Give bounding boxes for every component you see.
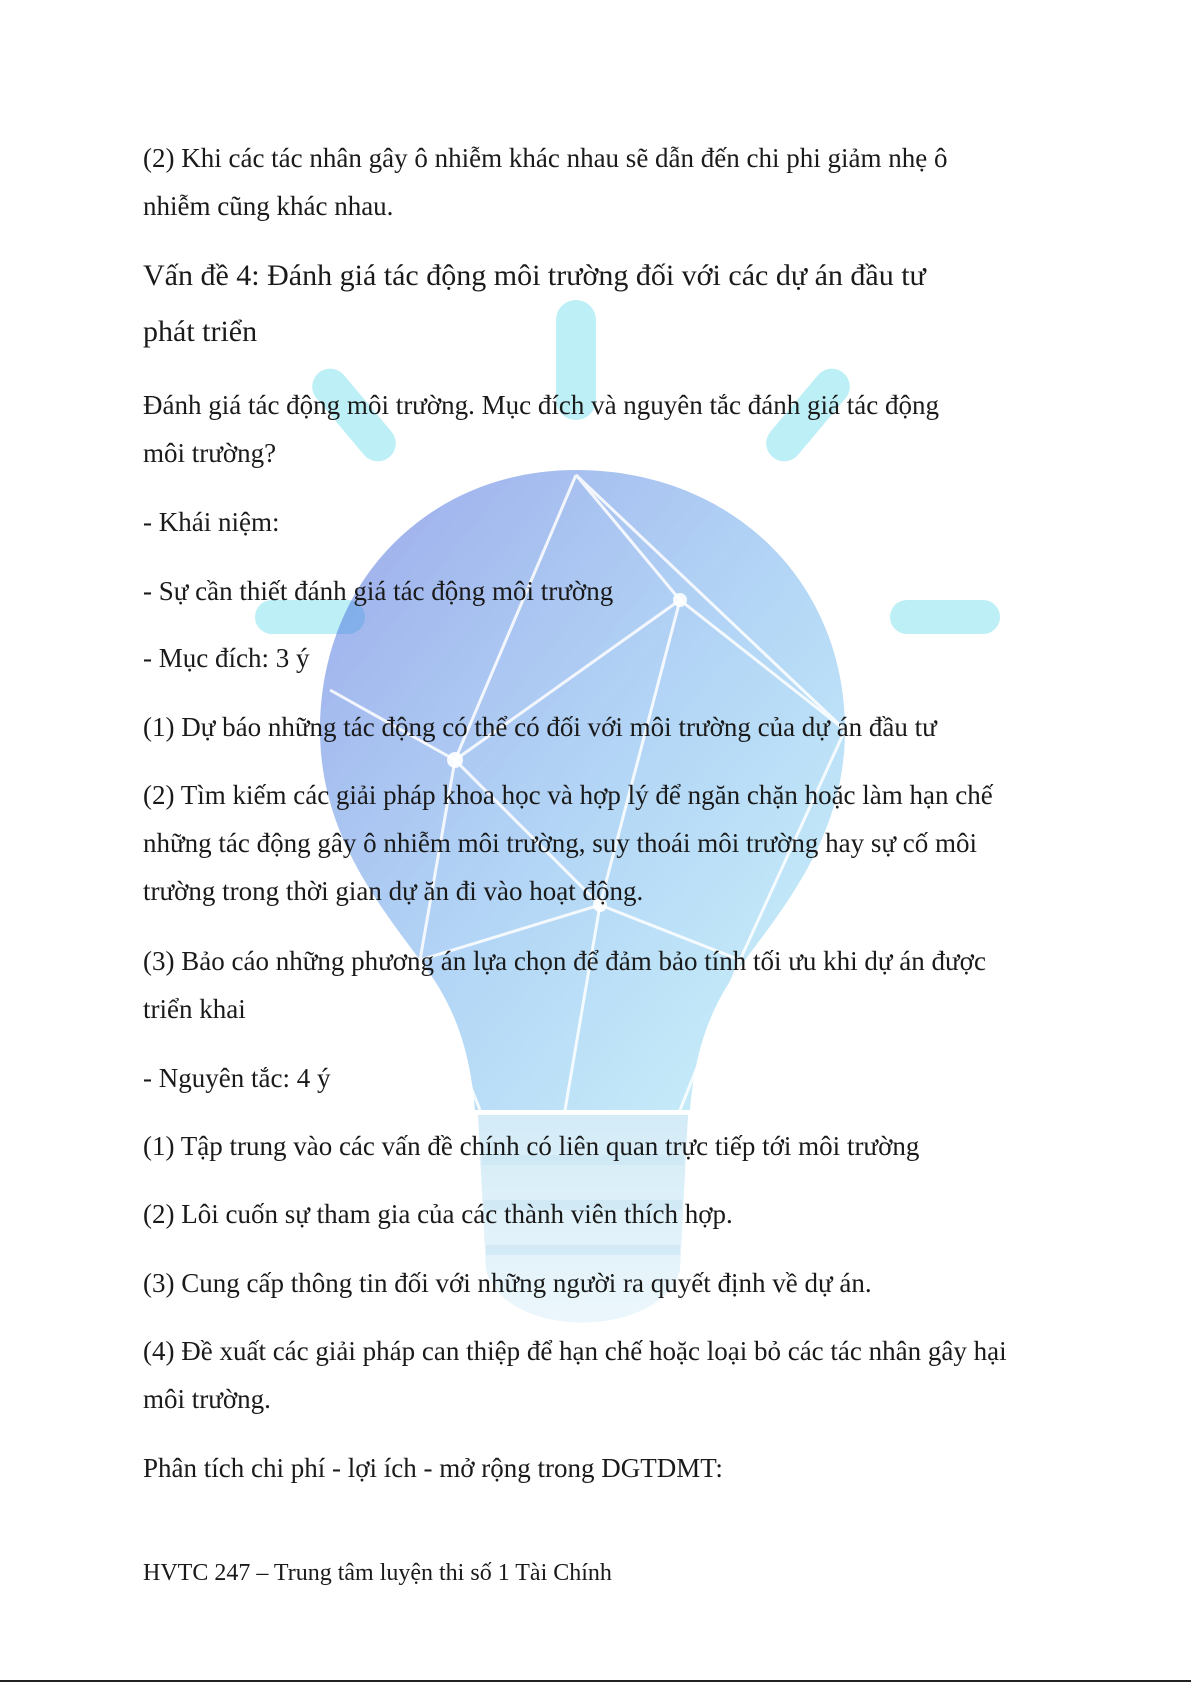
list-item: (4) Đề xuất các giải pháp can thiệp để hạn chế hoặc loại bỏ các tác nhân gây hại [143, 1336, 1007, 1366]
list-item: (1) Dự báo những tác động có thể có đối với môi trường của dự án đầu tư [143, 712, 937, 742]
list-item: - Khái niệm: [143, 507, 280, 537]
paragraph-line: Phân tích chi phí - lợi ích - mở rộng trong DGTDMT: [143, 1453, 723, 1483]
page-footer: HVTC 247 – Trung tâm luyện thi số 1 Tài Chính [143, 1560, 612, 1586]
list-item: (1) Tập trung vào các vấn đề chính có liên quan trực tiếp tới môi trường [143, 1131, 920, 1161]
list-item: - Sự cần thiết đánh giá tác động môi trường [143, 576, 614, 606]
list-item: (2) Tìm kiếm các giải pháp khoa học và hợp lý để ngăn chặn hoặc làm hạn chế [143, 780, 993, 810]
section-heading: Vấn đề 4: Đánh giá tác động môi trường đối với các dự án đầu tư [143, 259, 926, 292]
section-heading-continued: phát triển [143, 315, 258, 348]
list-item: - Nguyên tắc: 4 ý [143, 1063, 331, 1093]
list-item: (3) Cung cấp thông tin đối với những người ra quyết định về dự án. [143, 1268, 872, 1298]
bottom-divider [0, 1680, 1191, 1682]
paragraph-line: những tác động gây ô nhiễm môi trường, suy thoái môi trường hay sự cố môi [143, 828, 977, 858]
paragraph-line: trường trong thời gian dự ăn đi vào hoạt động. [143, 876, 644, 906]
paragraph-line: (2) Khi các tác nhân gây ô nhiễm khác nhau sẽ dẫn đến chi phi giảm nhẹ ô [143, 143, 948, 173]
paragraph-line: nhiễm cũng khác nhau. [143, 191, 394, 221]
paragraph-line: Đánh giá tác động môi trường. Mục đích và nguyên tắc đánh giá tác động [143, 390, 939, 420]
list-item: (3) Bảo cáo những phương án lựa chọn để đảm bảo tính tối ưu khi dự án được [143, 946, 986, 976]
paragraph-line: môi trường. [143, 1384, 271, 1414]
paragraph-line: môi trường? [143, 438, 277, 468]
list-item: - Mục đích: 3 ý [143, 643, 310, 673]
paragraph-line: triển khai [143, 994, 246, 1024]
list-item: (2) Lôi cuốn sự tham gia của các thành viên thích hợp. [143, 1199, 733, 1229]
